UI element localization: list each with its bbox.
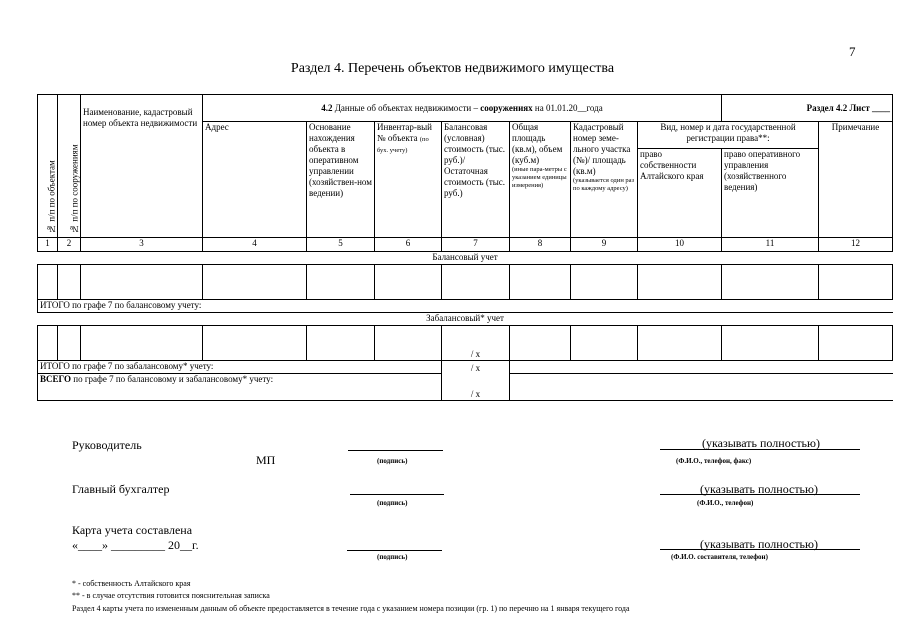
col-number: 3 [81,238,203,252]
accountant-name-caption: (Ф.И.О., телефон) [697,499,754,507]
header-col2: № п/п по сооружениям [58,95,81,238]
fraction-cell[interactable] [442,374,510,401]
table-cell[interactable] [307,326,375,361]
table-cell[interactable] [375,265,442,300]
header-balance: Балансовая (условная) стоимость (тыс. руб.)/ Остаточная стоимость (тыс. руб.) [442,122,510,238]
table-cell[interactable] [442,265,510,300]
header-area [510,122,571,238]
header-area-text: Общая площадь (кв.м), объем (куб.м) [512,122,563,165]
table-cell[interactable] [722,326,819,361]
header-address: Адрес [203,122,307,238]
head-signature-caption: (подпись) [377,457,408,465]
footnote-2: ** - в случае отсутствия готовится пояснительная записка [72,591,270,600]
itogo-offbalance: ИТОГО по графе 7 по забалансовому* учету: [38,361,442,374]
section-heading-bold: сооружениях [480,102,533,113]
header-registration: Вид, номер и дата государственной регистрации права**: [638,122,819,149]
vsego-text: по графе 7 по балансовому и забалансовому* учету: [73,374,274,384]
page-number: 7 [849,44,856,59]
accountant-signature-caption: (подпись) [377,499,408,507]
header-area-note: (иные пара-метры с указанием единицы измерения) [512,166,567,189]
vsego-bold: ВСЕГО [40,374,72,384]
compiler-fill-full: (указывать полностью) [700,537,818,551]
col-number: 2 [58,238,81,252]
table-cell[interactable] [819,326,893,361]
header-name: Наименование, кадастровый номер объекта недвижимости [81,95,203,238]
table-cell[interactable] [510,265,571,300]
accountant-fill-full: (указывать полностью) [700,482,818,496]
header-cadastral-text: Кадастровый номер земе-льного участка (№)/ площадь (кв.м) [573,122,631,176]
head-label: Руководитель [72,438,142,452]
fraction-cell[interactable] [442,361,510,374]
header-cadastral-note: (указывается один раз по каждому адресу) [573,177,635,192]
table-cell[interactable] [38,326,58,361]
table-cell[interactable] [203,326,307,361]
head-fill-full: (указывать полностью) [702,436,820,450]
section-heading-suffix: на 01.01.20__года [534,102,603,113]
table-cell[interactable] [638,326,722,361]
col-number: 8 [510,238,571,252]
section-heading [203,95,722,122]
razdel-label: Раздел 4.2 Лист ____ [722,95,893,122]
table-cell[interactable] [722,265,819,300]
table-cell[interactable] [81,265,203,300]
offbalance-section-label: Забалансовый* учет [38,313,893,326]
compiler-signature-caption: (подпись) [377,553,408,561]
table-cell [510,361,893,374]
footnote-1: * - собственность Алтайского края [72,579,191,588]
table-cell[interactable] [58,326,81,361]
header-osnovanie: Основание нахождения объекта в оперативном управлении (хозяйствен-ном ведении) [307,122,375,238]
table-cell[interactable] [571,326,638,361]
col-number: 5 [307,238,375,252]
table-cell[interactable] [571,265,638,300]
compiler-signature-line[interactable] [347,550,442,551]
property-table [37,94,893,401]
header-reg-oper: право оперативного управления (хозяйственного ведения) [722,149,819,238]
header-inventory [375,122,442,238]
table-cell[interactable] [38,265,58,300]
section-heading-prefix: 4.2 [321,102,333,113]
page-title: Раздел 4. Перечень объектов недвижимого имущества [290,61,615,76]
col-number: 10 [638,238,722,252]
head-signature-line[interactable] [348,450,443,451]
table-cell [510,374,893,401]
table-cell[interactable] [58,265,81,300]
header-col1: № п/п по объектам [38,95,58,238]
accountant-label: Главный бухгалтер [72,482,170,496]
table-cell[interactable] [307,265,375,300]
table-cell[interactable] [81,326,203,361]
footnote-3: Раздел 4 карты учета по измененным данным об объекте предоставляется в течение года с указанием номера позиции (гр. 1) по перечню на 1 января текущего года [72,604,630,613]
table-row [38,326,893,361]
mp-label: МП [256,453,276,467]
card-label: Карта учета составлена [72,523,193,537]
section-heading-text: Данные об объектах недвижимости – [334,102,478,113]
col-number: 12 [819,238,893,252]
accountant-signature-line[interactable] [350,494,444,495]
balance-section-label: Балансовый учет [38,252,893,265]
compiler-name-caption: (Ф.И.О. составителя, телефон) [671,553,768,561]
header-inventory-note: (по бух. учету) [377,136,429,154]
header-note: Примечание [819,122,893,238]
col-number: 4 [203,238,307,252]
header-reg-own: право собственности Алтайского края [638,149,722,238]
date-line[interactable]: «____» _________ 20__г. [72,538,199,552]
col-number: 6 [375,238,442,252]
vsego-row [38,374,442,401]
fraction-mark: / х [470,349,481,359]
table-row [38,265,893,300]
fraction-cell[interactable] [442,326,510,361]
head-name-caption: (Ф.И.О., телефон, факс) [676,457,752,465]
col-number: 1 [38,238,58,252]
col-number: 9 [571,238,638,252]
fraction-mark: / х [470,389,481,399]
table-cell[interactable] [203,265,307,300]
col-number: 7 [442,238,510,252]
header-cadastral [571,122,638,238]
col-number: 11 [722,238,819,252]
table-cell[interactable] [819,265,893,300]
table-cell[interactable] [510,326,571,361]
header-inventory-text: Инвентар-вый № объекта [377,122,432,143]
table-cell[interactable] [375,326,442,361]
table-cell[interactable] [638,265,722,300]
fraction-mark: / х [470,362,481,373]
itogo-balance: ИТОГО по графе 7 по балансовому учету: [38,300,893,313]
